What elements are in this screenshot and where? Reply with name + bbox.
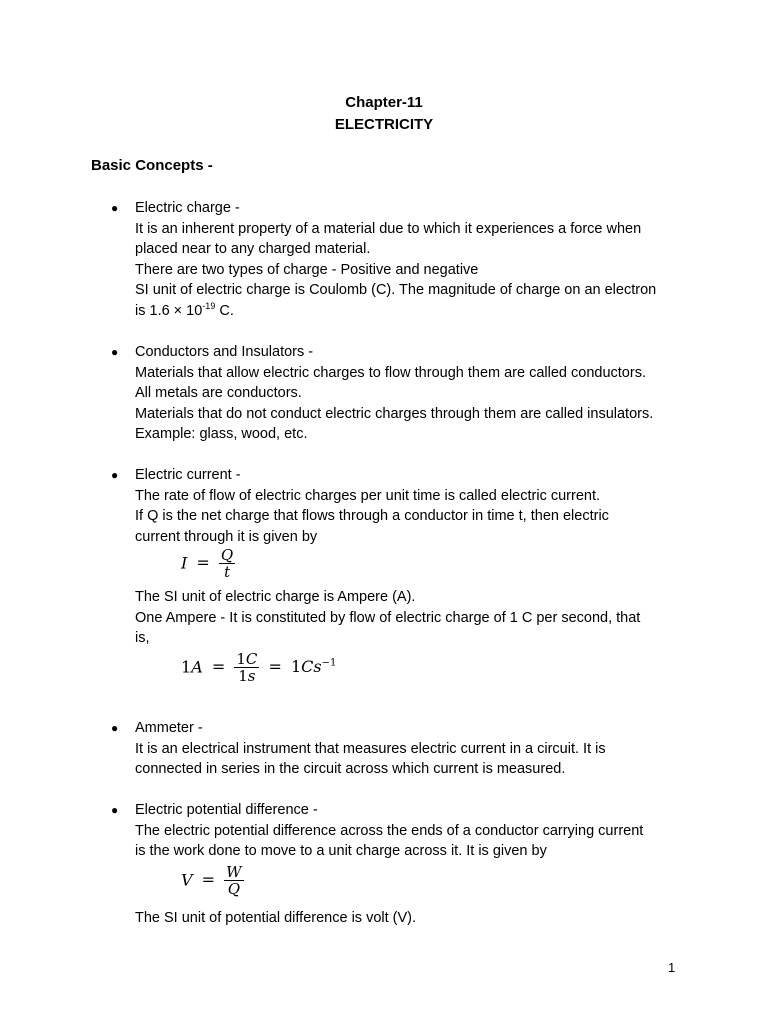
ampere-formula bbox=[135, 649, 677, 695]
bullet-electric-charge bbox=[91, 198, 677, 321]
fraction-denominator: t bbox=[224, 563, 231, 581]
fraction-denominator: 1s bbox=[238, 666, 256, 685]
text-line: Materials that allow electric charges to flow through them are called conductors. bbox=[135, 364, 646, 381]
charge-magnitude-line bbox=[135, 301, 677, 322]
bullet-heading: Conductors and Insulators - bbox=[135, 344, 314, 360]
text-line: There are two types of charge - Positive and negative bbox=[135, 261, 479, 278]
text-line: Example: glass, wood, etc. bbox=[135, 426, 308, 442]
bullet-potential-difference bbox=[91, 800, 677, 928]
chapter-title: ELECTRICITY bbox=[334, 116, 434, 133]
bullet-heading: Electric current - bbox=[135, 467, 241, 483]
page-number: 1 bbox=[668, 960, 676, 975]
formula-equals: = bbox=[211, 656, 226, 676]
bullet-icon: ● bbox=[111, 201, 119, 215]
fraction-denominator: Q bbox=[227, 879, 241, 898]
text-line: is, bbox=[135, 630, 150, 646]
formula-lhs: I bbox=[181, 553, 188, 573]
text-line: The electric potential difference across the ends of a conductor carrying current bbox=[135, 822, 644, 839]
bullet-icon: ● bbox=[111, 803, 119, 817]
formula-equals: = bbox=[196, 553, 210, 573]
fraction-numerator: W bbox=[226, 862, 242, 881]
bullet-electric-current bbox=[91, 465, 677, 695]
bullet-icon: ● bbox=[111, 721, 119, 735]
text-line: All metals are conductors. bbox=[135, 385, 302, 401]
fraction-numerator: Q bbox=[220, 546, 234, 564]
text-line: connected in series in the circuit across which current is measured. bbox=[135, 761, 566, 777]
bullet-heading: Electric potential difference - bbox=[135, 802, 318, 818]
text-line: If Q is the net charge that flows through a conductor in time t, then electric bbox=[135, 508, 609, 524]
formula-rhs: $1Cs^{-1}$ bbox=[290, 656, 337, 676]
magnitude-prefix: is 1.6 × 10 bbox=[135, 302, 203, 319]
bullet-icon: ● bbox=[111, 468, 119, 482]
formula-fraction bbox=[219, 547, 235, 580]
bullet-heading: Electric charge - bbox=[135, 200, 240, 216]
formula-equals: = bbox=[201, 869, 216, 889]
formula-lhs: 1A bbox=[181, 656, 203, 676]
formula-fraction bbox=[234, 651, 259, 684]
chapter-number: Chapter-11 bbox=[345, 94, 423, 111]
text-line: The rate of flow of electric charges per unit time is called electric current. bbox=[135, 487, 600, 504]
bullet-conductors-insulators bbox=[91, 342, 677, 445]
bullet-icon: ● bbox=[111, 345, 119, 359]
formula-fraction bbox=[224, 864, 243, 897]
text-line: SI unit of electric charge is Coulomb (C). The magnitude of charge on an electron bbox=[135, 282, 657, 298]
section-heading: Basic Concepts - bbox=[91, 157, 213, 174]
text-line: is the work done to move to a unit charge across it. It is given by bbox=[135, 843, 547, 859]
text-line: Materials that do not conduct electric charges through them are called insulators. bbox=[135, 405, 654, 422]
text-line: It is an electrical instrument that measures electric current in a circuit. It is bbox=[135, 740, 606, 757]
magnitude-exponent: -19 bbox=[202, 300, 216, 311]
text-line: The SI unit of potential difference is volt (V). bbox=[135, 909, 417, 926]
text-line: One Ampere - It is constituted by flow of electric charge of 1 C per second, that bbox=[135, 609, 641, 626]
rhs-exponent: −1 bbox=[321, 657, 337, 669]
formula-lhs: V bbox=[181, 869, 193, 889]
text-line: The SI unit of electric charge is Ampere (A). bbox=[135, 589, 416, 605]
bullet-ammeter bbox=[91, 718, 677, 780]
bullet-heading: Ammeter - bbox=[135, 720, 203, 736]
text-line: It is an inherent property of a material due to which it experiences a force when bbox=[135, 220, 642, 237]
fraction-numerator: 1C bbox=[236, 649, 258, 668]
magnitude-suffix: C. bbox=[215, 302, 234, 319]
text-line: placed near to any charged material. bbox=[135, 241, 371, 257]
formula-equals-2: = bbox=[268, 656, 282, 676]
text-line: current through it is given by bbox=[135, 528, 318, 545]
potential-formula bbox=[135, 862, 677, 908]
current-formula bbox=[135, 547, 677, 587]
